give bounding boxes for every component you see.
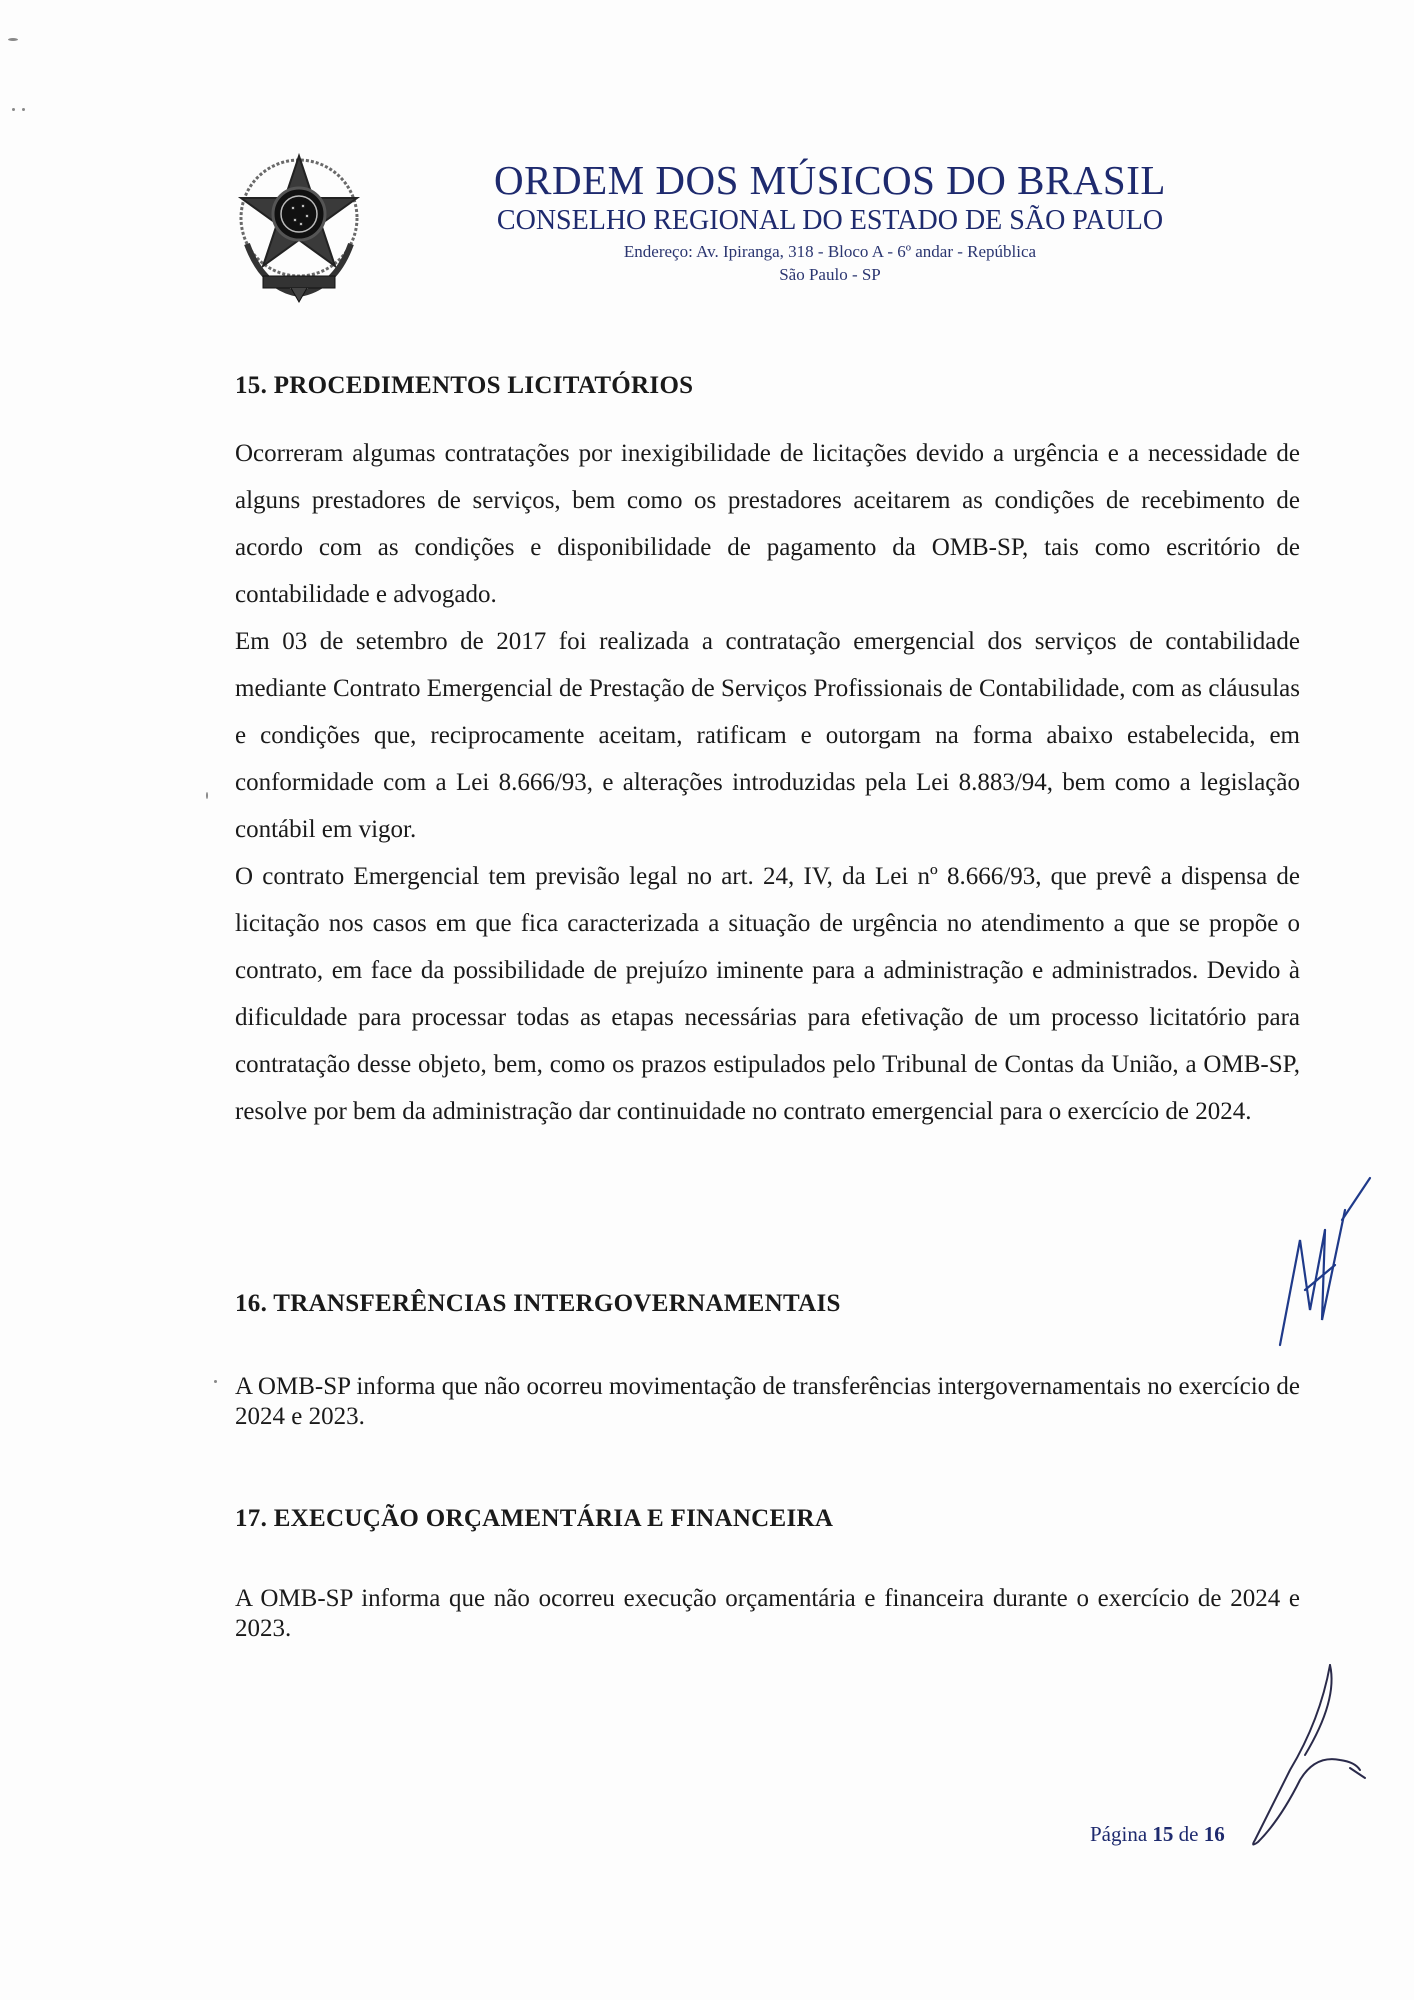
section-15-heading-block	[235, 372, 1300, 400]
brazil-coat-of-arms-icon	[233, 148, 365, 304]
section-heading: 15. PROCEDIMENTOS LICITATÓRIOS	[235, 372, 694, 399]
letterhead	[420, 156, 1240, 286]
paragraph: Ocorreram algumas contratações por inexigibilidade de licitações devido a urgência e a necessidade de alguns prestadores de serviços, bem como os prestadores aceitarem as condições de recebimento de acordo com as condições e disponibilidade de pagamento da OMB-SP, tais como escritório de contabilidade e advogado.	[235, 440, 1300, 608]
council-name: CONSELHO REGIONAL DO ESTADO DE SÃO PAULO	[496, 205, 1164, 236]
scan-artifact	[8, 38, 18, 41]
section-heading: 17. EXECUÇÃO ORÇAMENTÁRIA E FINANCEIRA	[235, 1505, 834, 1532]
scan-artifact	[206, 792, 208, 799]
section-17-heading-block	[235, 1505, 1300, 1533]
page-total: 16	[1203, 1822, 1225, 1846]
section-16-heading-block	[235, 1290, 1300, 1318]
city-line: São Paulo - SP	[779, 265, 881, 284]
organization-name: ORDEM DOS MÚSICOS DO BRASIL	[494, 157, 1166, 203]
paragraph: A OMB-SP informa que não ocorreu movimentação de transferências intergovernamentais no exercício de 2024 e 2023.	[235, 1373, 1300, 1430]
section-16-body	[235, 1372, 1300, 1432]
page-number	[1090, 1822, 1225, 1847]
page-current: 15	[1152, 1822, 1174, 1846]
section-heading: 16. TRANSFERÊNCIAS INTERGOVERNAMENTAIS	[235, 1290, 841, 1317]
page-separator: de	[1178, 1822, 1199, 1846]
handwritten-signature	[1210, 1660, 1370, 1850]
paragraph: A OMB-SP informa que não ocorreu execução orçamentária e financeira durante o exercício de 2024 e 2023.	[235, 1585, 1300, 1642]
scan-artifact	[22, 108, 25, 111]
handwritten-initials-signature	[1270, 1170, 1380, 1350]
section-17-body	[235, 1584, 1300, 1644]
section-15-body	[235, 430, 1300, 1135]
paragraph: Em 03 de setembro de 2017 foi realizada a contratação emergencial dos serviços de contabilidade mediante Contrato Emergencial de Prestação de Serviços Profissionais de Contabilidade, com as cláusulas e condições que, reciprocamente aceitam, ratificam e outorgam na forma abaixo estabelecida, em conformidade com a Lei 8.666/93, e alterações introduzidas pela Lei 8.883/94, bem como a legislação contábil em vigor.	[235, 628, 1300, 843]
page-prefix: Página	[1090, 1822, 1148, 1846]
scan-artifact	[214, 1380, 217, 1383]
paragraph: O contrato Emergencial tem previsão legal no art. 24, IV, da Lei nº 8.666/93, que prevê a dispensa de licitação nos casos em que fica caracterizada a situação de urgência no atendimento a que se propõe o contrato, em face da possibilidade de prejuízo iminente para a administração e administrados. Devido à dificuldade para processar todas as etapas necessárias para efetivação de um processo licitatório para contratação desse objeto, bem, como os prazos estipulados pelo Tribunal de Contas da União, a OMB-SP, resolve por bem da administração dar continuidade no contrato emergencial para o exercício de 2024.	[235, 863, 1300, 1125]
scan-artifact	[12, 108, 15, 111]
address-line: Endereço: Av. Ipiranga, 318 - Bloco A - 6º andar - República	[623, 242, 1037, 261]
